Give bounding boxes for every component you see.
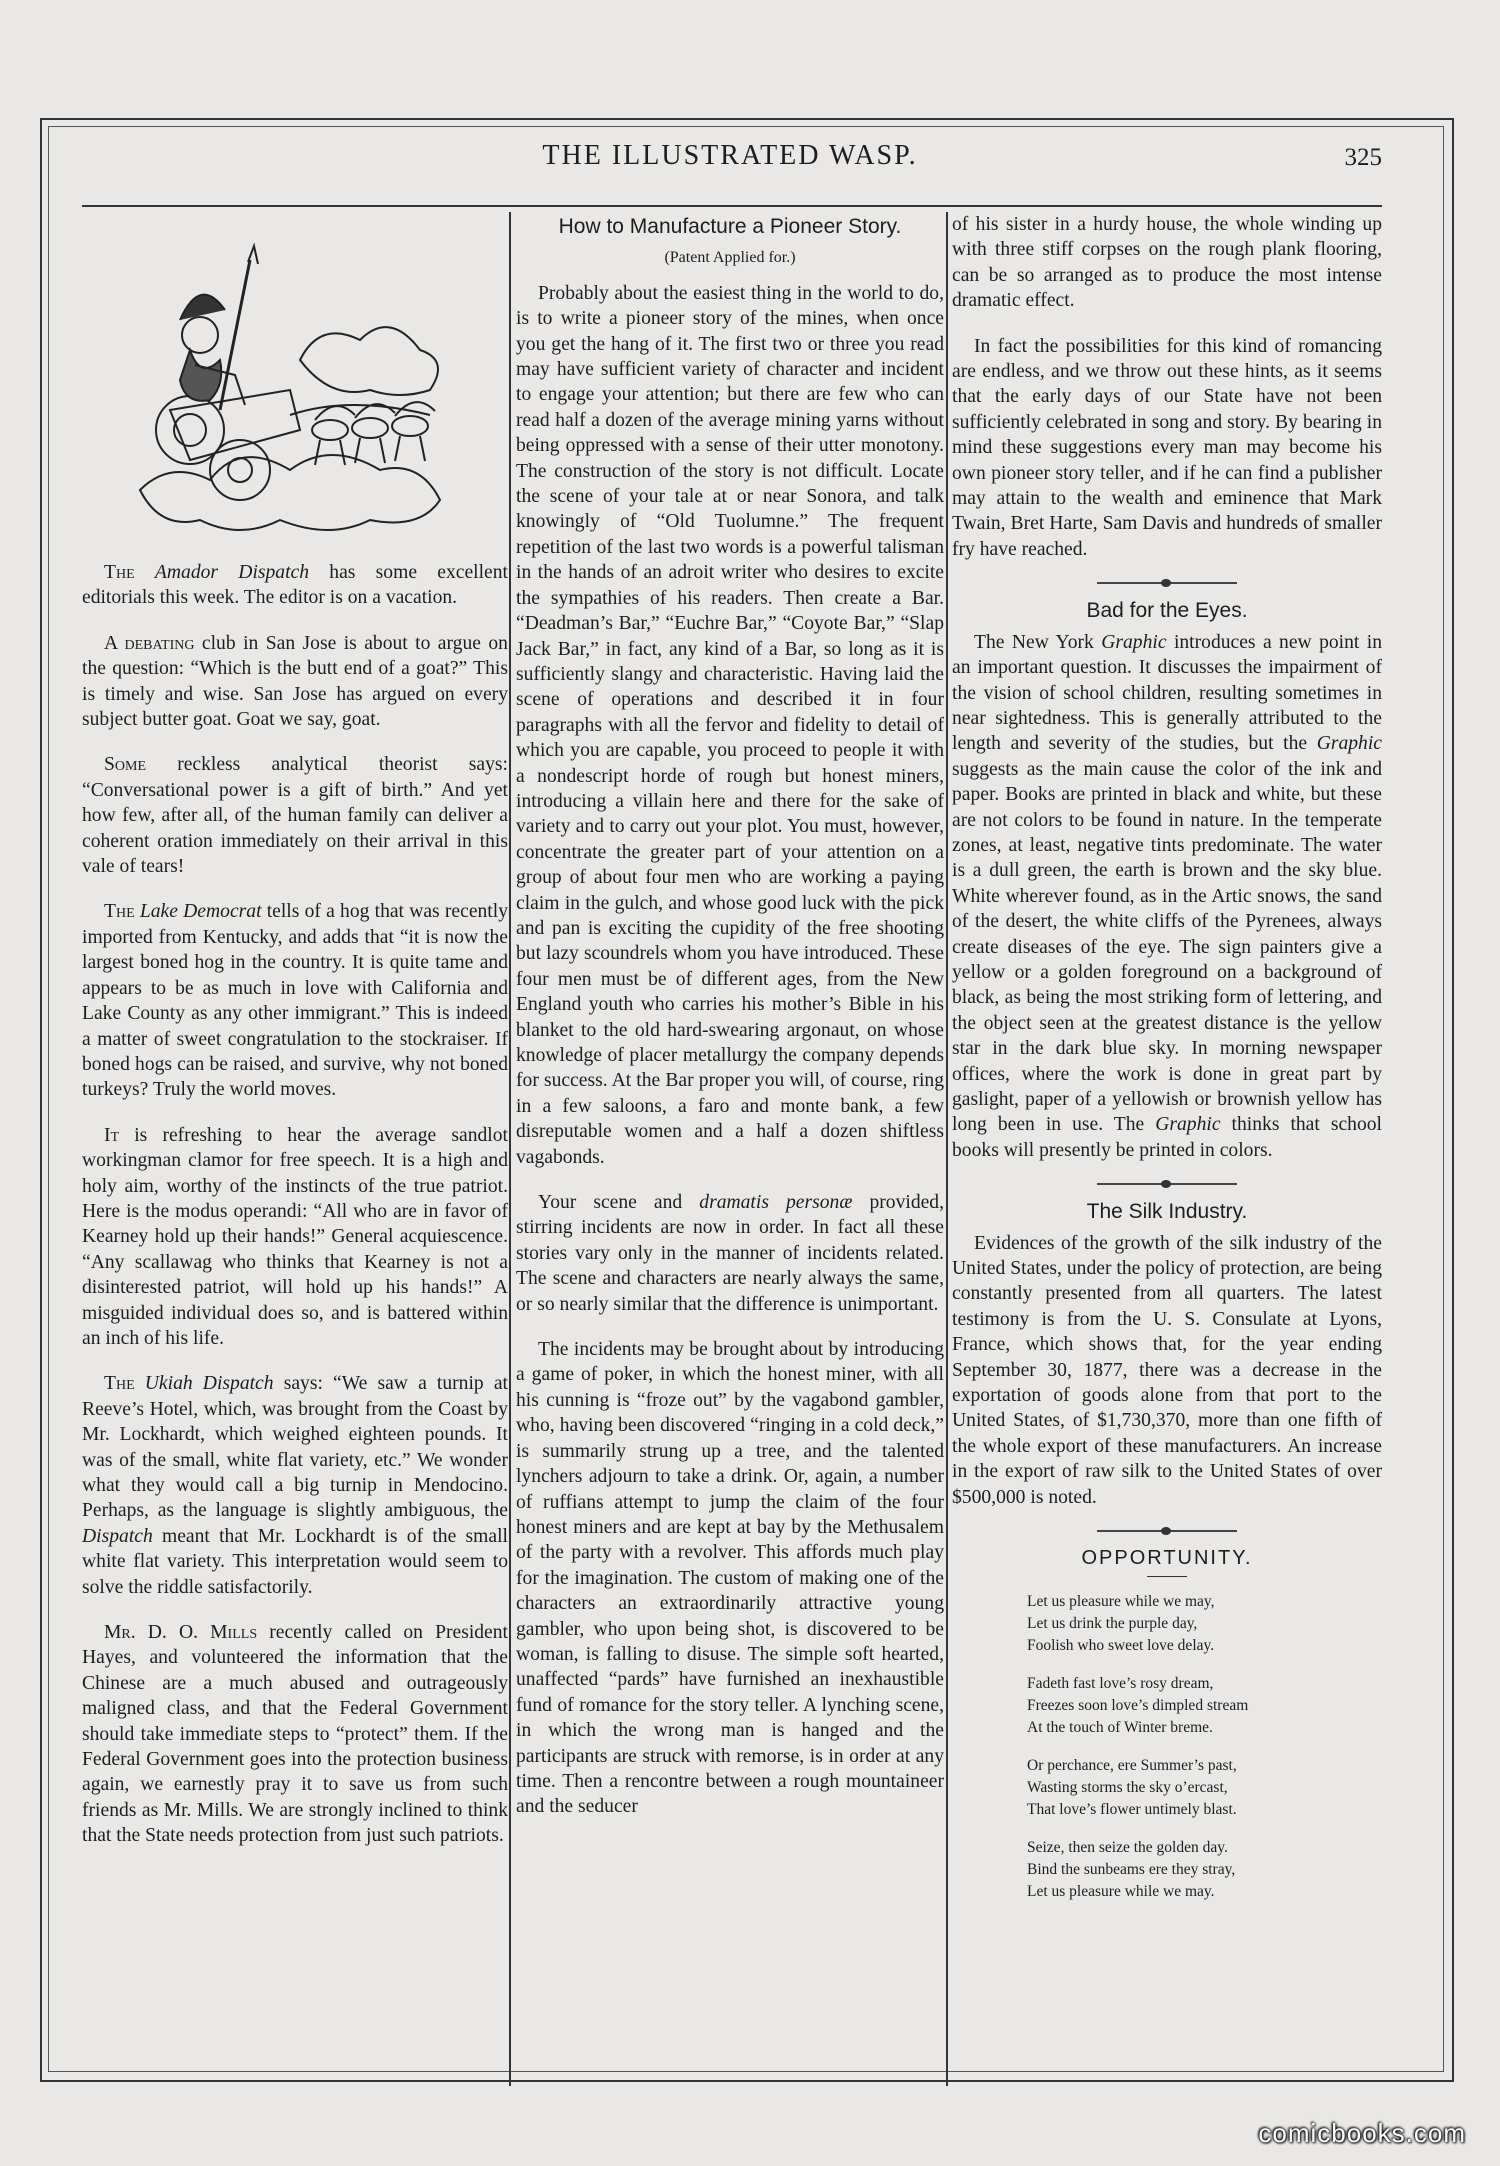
paragraph-analytical-theorist: Some reckless analytical theorist says: “Conversational power is a gift of birth.” And yet how few, after all, of the human family can deliver a coherent oration immediately on their arrival in this vale of tears! [82, 754, 508, 878]
poem-line: Wasting storms the sky o’ercast, [1027, 1778, 1228, 1796]
paragraph-lake-democrat: The Lake Democrat tells of a hog that was recently imported from Kentucky, and adds that “it is now the largest boned hog in the country. It is quite tame and appears to be as much in love with California and Lake County as any other immigrant.” This is indeed a matter of sweet congratulation to the stockraiser. If boned hogs can be raised, and survive, why not boned turkeys? Truly the world moves. [82, 901, 508, 1101]
article-title-pioneer-story: How to Manufacture a Pioneer Story. [558, 215, 902, 238]
paragraph-pioneer-2: Your scene and dramatis personæ provided, stirring incidents are now in order. In fact all these stories vary only in the manner of incidents related. The scene and characters are nearly always the same, or so nearly similar that the difference is unimportant. [516, 1192, 945, 1315]
poem-line: That love’s flower untimely blast. [1027, 1800, 1237, 1818]
paragraph-sandlot: It is refreshing to hear the average sandlot workingman clamor for free speech. It is a high and holy aim, worthy of the instincts of the true patriot. Here is the modus operandi: “All who are in favor of Kearney hold up their hands!” General acquiescence. “Any scallawag who thinks that Kearney is not a disinterested patriot, will hold up his hands!” A misguided individual does so, and is battered within an inch of his life. [82, 1124, 508, 1349]
article-title-silk: The Silk Industry. [1086, 1200, 1248, 1224]
column-2 [516, 212, 944, 1840]
poem-stanza [1027, 1673, 1382, 1739]
poem-line: Seize, then seize the golden day. [1027, 1838, 1228, 1856]
section-ornament [1097, 1530, 1237, 1532]
poem-line: At the touch of Winter breme. [1027, 1718, 1213, 1736]
paragraph-pioneer-continued: of his sister in a hurdy house, the whole winding up with three stiff corpses on the rough plank flooring, can be so arranged as to produce the most intense dramatic effect. [952, 214, 1382, 312]
poem-line: Let us pleasure while we may. [1027, 1882, 1215, 1900]
page-number: 325 [1344, 144, 1382, 171]
poem-line: Fadeth fast love’s rosy dream, [1027, 1674, 1214, 1692]
section-ornament [1097, 582, 1237, 584]
article-subtitle: (Patent Applied for.) [664, 249, 796, 267]
running-head: THE ILLUSTRATED WASP. [542, 140, 918, 171]
paragraph-mills: Mr. D. O. Mills recently called on President Hayes, and volunteered the information that the Chinese are a much abused and outrageously maligned class, and that the Federal Government should take immediate steps to “protect” them. If the Federal Government goes into the protection business again, we earnestly pray it to save us from such friends as Mr. Mills. We are strongly inclined to think that the State needs protection from just such patriots. [82, 1622, 508, 1847]
paragraph-pioneer-3: The incidents may be brought about by introducing a game of poker, in which the honest miner, with all his cunning is “froze out” by the vagabond gambler, who, having been discovered “ringing in a cold deck,” is summarily strung up a tree, and the talented lynchers adjourn to take a drink. Or, again, a number of ruffians attempt to jump the claim of the four honest miners and are kept at bay by the Methusalem of the party with a revolver. This affords much play for the imagination. The custom of making one of the characters an extraordinarily attractive young gambler, who upon being shot, is discovered to be woman, is falling to disuse. The simple soft hearted, unaffected “pards” have furnished an inexhaustible fund of romance for the story teller. A lynching scene, in which the wrong man is hanged and the participants are struck with remorse, is in order at any time. Then a rencontre between a rough mountaineer and the seducer [516, 1339, 944, 1818]
header-rule [82, 205, 1382, 207]
paragraph-ukiah-dispatch: The Ukiah Dispatch says: “We saw a turnip at Reeve’s Hotel, which, was brought from the Coast by Mr. Lockhardt, which weighed eighteen pounds. It was of the small, white flat variety, etc.” We wonder what they would call a big turnip in Mendocino. Perhaps, as the language is slightly ambiguous, the Dispatch meant that Mr. Lockhardt is of the small white flat variety. This interpretation would seem to solve the riddle satisfactorily. [82, 1373, 508, 1598]
article-title-eyes: Bad for the Eyes. [1086, 599, 1248, 623]
poem-line: Or perchance, ere Summer’s past, [1027, 1756, 1237, 1774]
poem-line: Freezes soon love’s dimpled stream [1027, 1696, 1249, 1714]
poem-line: Let us pleasure while we may, [1027, 1592, 1215, 1610]
paragraph-amador: The Amador Dispatch has some excellent editorials this week. The editor is on a vacation. [82, 562, 508, 609]
paragraph-pioneer-4: In fact the possibilities for this kind of romancing are endless, and we throw out these hints, as it seems that the early days of our State have not been sufficiently celebrated in song and story. By bearing in mind these suggestions every man may become his own pioneer story teller, and if he can find a publisher may attain to the wealth and eminence that Mark Twain, Bret Harte, Sam Davis and hundreds of smaller fry have reached. [952, 335, 1382, 560]
column-1 [82, 212, 508, 1869]
column-3 [952, 212, 1382, 1919]
site-watermark: comicbooks.com [1258, 2118, 1466, 2148]
column-rule-1 [509, 212, 511, 2086]
poem-stanza [1027, 1591, 1382, 1657]
paragraph-eyes: The New York Graphic introduces a new point in an important question. It discusses the impairment of the vision of school children, resulting sometimes in near sightedness. This is generally attributed to the length and severity of the studies, but the Graphic suggests as the main cause the color of the ink and paper. Books are printed in black and white, but these are not colors to be found in nature. In the temperate zones, at least, negative tints predominate. The water is a dull green, the earth is brown and the sky blue. White wherever found, as in the Artic snows, the sand of the desert, the white cliffs of the Pyrenees, always create diseases of the eye. The sign painters give a yellow or a golden foreground on a background of black, as being the most striking form of lettering, and the object seen at the greatest distance is the yellow star in the dark blue sky. In morning newspaper offices, where the work is done in great part by gaslight, paper of a yellowish or brownish yellow has long been in use. The Graphic thinks that school books will presently be printed in colors. [952, 631, 1382, 1161]
poem-line: Bind the sunbeams ere they stray, [1027, 1860, 1236, 1878]
section-ornament [1097, 1183, 1237, 1185]
poem-title-rule [1147, 1576, 1187, 1577]
poem-stanza [1027, 1837, 1382, 1903]
poem-line: Foolish who sweet love delay. [1027, 1636, 1215, 1654]
poem-stanza [1027, 1755, 1382, 1821]
gnome-chariot-illustration-icon [130, 240, 460, 540]
poem-title: OPPORTUNITY. [1081, 1547, 1253, 1570]
poem-line: Let us drink the purple day, [1027, 1614, 1198, 1632]
column-rule-2 [946, 212, 948, 2086]
paragraph-pioneer-1: Probably about the easiest thing in the world to do, is to write a pioneer story of the mines, when once you get the hang of it. The first two or three you read may have sufficient variety of character and incident to engage your attention; but there are few who can read half a dozen of the average mining yarns without being oppressed with a sense of their utter monotony. The construction of the story is not difficult. Locate the scene of your tale at or near Sonora, and talk knowingly of “Old Tuolumne.” The frequent repetition of the last two words is a powerful talisman in the hands of an adroit writer who desires to excite the sympathies of his readers. Then create a Bar. “Deadman’s Bar,” “Euchre Bar,” “Coyote Bar,” “Slap Jack Bar,” in fact, any kind of a Bar, so long as it is sufficiently slangy and characteristic. Having laid the scene of operations and described it in four paragraphs with all the fervor and fidelity to detail of which you are capable, you proceed to people it with a nondescript horde of rough but honest miners, introducing a villain here and there for the sake of variety and to carry out your plot. You must, however, concentrate the greater part of your attention on a group of about four men who are working a paying claim in the gulch, and whose good luck with the pick and pan is exciting the cupidity of the free shooting but lazy scoundrels whom you have introduced. These four men must be of different ages, from the New England youth who carries his mother’s Bible in his blanket to the old hard-swearing argonaut, on whose knowledge of placer metallurgy the company depends for success. At the Bar proper you will, of course, ring in a few saloons, a faro and monte bank, a few disreputable women and a half a dozen shiftless vagabonds. [516, 282, 944, 1168]
paragraph-silk: Evidences of the growth of the silk industry of the United States, under the policy of protection, are being constantly presented from all quarters. The latest testimony is from the U. S. Consulate at Lyons, France, which shows that, for the year ending September 30, 1877, there was a decrease in the exportation of goods alone from that port to the United States, of $1,730,370, more than one fifth of the whole export of these manufacturers. An increase in the export of raw silk to the United States of over $500,000 is noted. [952, 1232, 1382, 1508]
paragraph-debating-club: A debating club in San Jose is about to argue on the question: “Which is the butt end of a goat?” This is timely and wise. San Jose has argued on every subject butter goat. Goat we say, goat. [82, 632, 508, 731]
